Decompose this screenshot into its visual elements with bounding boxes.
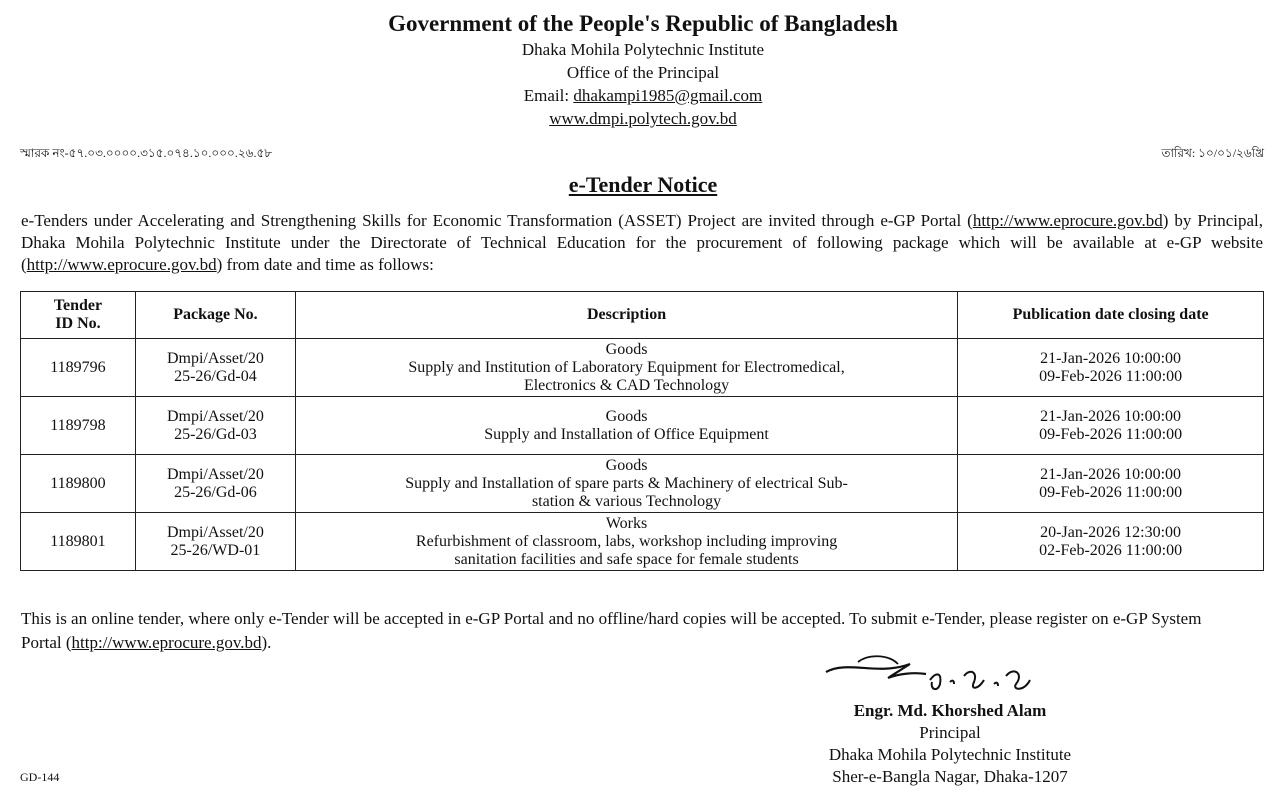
- publication-date: 20-Jan-2026 12:30:00: [1040, 523, 1182, 541]
- description-line2: Electronics & CAD Technology: [523, 376, 730, 394]
- package-line1: Dmpi/Asset/20: [166, 407, 264, 425]
- eprocure-link-1[interactable]: http://www.eprocure.gov.bd: [972, 211, 1163, 230]
- signatory-name: Engr. Md. Khorshed Alam: [853, 701, 1047, 720]
- package-line1: Dmpi/Asset/20: [166, 465, 264, 483]
- tender-id-cell: 1189800: [21, 455, 136, 513]
- table-row: [21, 455, 1264, 513]
- gd-code: GD-144: [20, 770, 60, 784]
- procurement-type: Goods: [605, 456, 648, 474]
- memo-number: স্মারক নং-৫৭.০৩.০০০০.৩১৫.০৭৪.১০.০০০.২৬.৫৮: [20, 146, 273, 160]
- signatory-institute: Dhaka Mohila Polytechnic Institute: [828, 745, 1072, 764]
- handwritten-signature: [818, 650, 1058, 700]
- notice-title: e-Tender Notice: [568, 172, 718, 197]
- package-cell: [135, 397, 295, 455]
- tender-id-cell: 1189798: [21, 397, 136, 455]
- intro-paragraph: [21, 210, 1263, 276]
- publication-date: 21-Jan-2026 10:00:00: [1040, 349, 1182, 367]
- dates-cell: [958, 455, 1264, 513]
- package-line2: 25-26/Gd-06: [174, 483, 257, 501]
- package-line1: Dmpi/Asset/20: [166, 349, 264, 367]
- closing-date: 02-Feb-2026 11:00:00: [1039, 541, 1183, 559]
- government-title: Government of the People's Republic of Bangladesh: [388, 11, 898, 36]
- procurement-type: Works: [605, 514, 648, 532]
- description-line1: Supply and Installation of Office Equipment: [484, 425, 769, 443]
- package-cell: [135, 339, 295, 397]
- email-line: [0, 84, 1286, 107]
- header-package: Package No.: [135, 292, 295, 339]
- description-line1: Supply and Institution of Laboratory Equipment for Electromedical,: [408, 358, 845, 376]
- description-line1: Refurbishment of classroom, labs, workshop including improving: [415, 532, 838, 550]
- signatory-address: Sher-e-Bangla Nagar, Dhaka-1207: [832, 767, 1068, 786]
- header-description: Description: [295, 292, 957, 339]
- email-link[interactable]: dhakampi1985@gmail.com: [573, 86, 763, 105]
- note-text-1: This is an online tender, where only e-Tender will be accepted in e-GP Portal and no offline/hard copies will be accepted. To submit e-Tender, please register on e-GP System Portal (: [21, 609, 1202, 652]
- package-line1: Dmpi/Asset/20: [166, 523, 264, 541]
- description-line2: station & various Technology: [531, 492, 722, 510]
- closing-date: 09-Feb-2026 11:00:00: [1039, 483, 1183, 501]
- table-row: [21, 513, 1264, 571]
- procurement-type: Goods: [605, 407, 648, 425]
- intro-text-2: ) by Principal, Dhaka Mohila Polytechnic Institute under the Directorate of Technical Education for the procurement of following package which will be available at e-GP website (: [21, 211, 1263, 274]
- eprocure-link-3[interactable]: http://www.eprocure.gov.bd: [71, 633, 262, 652]
- dates-cell: [958, 339, 1264, 397]
- closing-date: 09-Feb-2026 11:00:00: [1039, 425, 1183, 443]
- description-cell: [295, 397, 957, 455]
- description-cell: [295, 513, 957, 571]
- intro-text-3: ) from date and time as follows:: [216, 255, 434, 274]
- package-cell: [135, 455, 295, 513]
- tender-id-cell: 1189801: [21, 513, 136, 571]
- dates-cell: [958, 397, 1264, 455]
- header-tender-id-line2: ID No.: [55, 315, 101, 332]
- package-line2: 25-26/Gd-04: [174, 367, 257, 385]
- signatory-designation: Principal: [919, 723, 981, 742]
- table-row: [21, 339, 1264, 397]
- tender-id-cell: 1189796: [21, 339, 136, 397]
- package-line2: 25-26/WD-01: [170, 541, 261, 559]
- header-tender-id-line1: Tender: [53, 297, 103, 314]
- note-text-2: ).: [261, 633, 272, 652]
- closing-date: 09-Feb-2026 11:00:00: [1039, 367, 1183, 385]
- procurement-type: Goods: [605, 340, 648, 358]
- institute-name: Dhaka Mohila Polytechnic Institute: [521, 40, 765, 59]
- signatory-block: [770, 700, 1130, 788]
- header-dates: Publication date closing date: [958, 292, 1264, 339]
- website-link[interactable]: www.dmpi.polytech.gov.bd: [549, 109, 737, 128]
- description-line1: Supply and Installation of spare parts & Machinery of electrical Sub-: [405, 474, 848, 492]
- email-label: Email:: [523, 86, 574, 105]
- letterhead: [0, 10, 1286, 130]
- package-cell: [135, 513, 295, 571]
- eprocure-link-2[interactable]: http://www.eprocure.gov.bd: [26, 255, 217, 274]
- publication-date: 21-Jan-2026 10:00:00: [1040, 465, 1182, 483]
- description-line2: sanitation facilities and safe space for female students: [454, 550, 799, 568]
- tender-table: [20, 291, 1264, 571]
- description-cell: [295, 455, 957, 513]
- package-line2: 25-26/Gd-03: [174, 425, 257, 443]
- table-row: [21, 397, 1264, 455]
- dates-cell: [958, 513, 1264, 571]
- intro-text-1: e-Tenders under Accelerating and Strengthening Skills for Economic Transformation (ASSET) Project are invited through e-GP Portal (: [21, 211, 973, 230]
- description-cell: [295, 339, 957, 397]
- publication-date: 21-Jan-2026 10:00:00: [1040, 407, 1182, 425]
- table-header-row: [21, 292, 1264, 339]
- online-tender-note: [21, 607, 1221, 655]
- memo-date: তারিখ: ১০/০১/২৬খ্রি: [1161, 146, 1264, 160]
- office-name: Office of the Principal: [566, 63, 720, 82]
- header-tender-id: [21, 292, 136, 339]
